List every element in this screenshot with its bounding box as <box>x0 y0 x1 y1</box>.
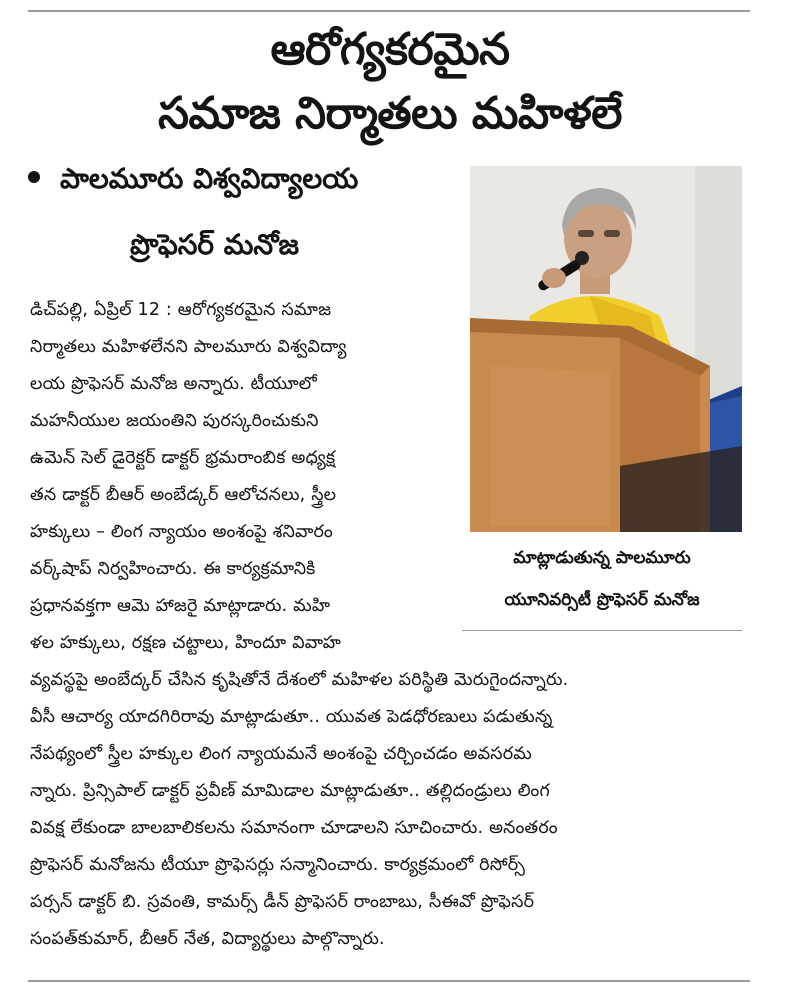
top-rule <box>28 10 750 12</box>
headline-line-2: సమాజ నిర్మాతలు మహిళలే <box>158 88 622 139</box>
body-line: సంపత్‌కుమార్, బీఆర్ నేత, విద్యార్థులు పాల్గొన్నారు. <box>30 929 385 949</box>
body-line: వర్క్‌షాప్ నిర్వహించారు. ఈ కార్యక్రమానికి <box>30 559 316 579</box>
bottom-rule <box>28 980 750 982</box>
subhead-line-1 <box>28 162 458 202</box>
caption-rule <box>462 630 742 631</box>
body-line: నేపథ్యంలో స్త్రీల హక్కుల లింగ న్యాయమనే అంశంపై చర్చించడం అవసరమ <box>30 744 533 764</box>
photo-caption-line-1: మాట్లాడుతున్న పాలమూరు <box>513 548 691 568</box>
body-line: న్నారు. ప్రిన్సిపాల్ డాక్టర్ ప్రవీణ్ మామిడాల మాట్లాడుతూ.. తల్లిదండ్రులు లింగ <box>30 781 550 801</box>
headline-line-1: ఆరోగ్యకరమైన <box>270 24 510 75</box>
body-line: డిచ్‌పల్లి, ఏప్రిల్ 12 : ఆరోగ్యకరమైన సమాజ <box>30 300 332 320</box>
body-line: ప్రొఫెసర్ మనోజను టీయూ ప్రొఫెసర్లు సన్మానించారు. కార్యక్రమంలో రిసోర్స్ <box>30 855 526 875</box>
body-line: వ్యవస్థపై అంబేద్కర్ చేసిన కృషితోనే దేశంలో మహిళల పరిస్థితి మెరుగైందన్నారు. <box>30 670 569 690</box>
body-line: వీసీ ఆచార్య యాదగిరిరావు మాట్లాడుతూ.. యువత పెడధోరణులు పడుతున్న <box>30 707 553 727</box>
body-line: హక్కులు – లింగ న్యాయం అంశంపై శనివారం <box>30 522 333 542</box>
bullet-icon <box>28 171 40 183</box>
body-line: మహనీయుల జయంతిని పురస్కరించుకుని <box>30 411 319 431</box>
body-line: ళల హక్కులు, రక్షణ చట్టాలు, హిందూ వివాహ <box>30 633 341 653</box>
headline <box>60 18 720 146</box>
subhead-text-1: పాలమూరు విశ్వవిద్యాలయ <box>60 162 359 195</box>
body-line: నిర్మాతలు మహిళలేనని పాలమూరు విశ్వవిద్యా <box>30 337 347 357</box>
body-line: ప్రధానవక్తగా ఆమె హాజరై మాట్లాడారు. మహి <box>30 596 331 616</box>
body-line: పర్సన్ డాక్టర్ బి. స్రవంతి, కామర్స్ డీన్ ప్రొఫెసర్ రాంబాబు, సీఈవో ప్రొఫెసర్ <box>30 892 535 912</box>
body-line: తన డాక్టర్ బీఆర్ అంబేడ్కర్ ఆలోచనలు, స్త్రీల <box>30 485 337 505</box>
body-line: ఉమెన్ సెల్ డైరెక్టర్ డాక్టర్ భ్రమరాంబిక అధ్యక్ష <box>30 448 336 468</box>
speaker-photo-illustration <box>470 166 742 532</box>
body-line: లయ ప్రొఫెసర్ మనోజ అన్నారు. టీయూలో <box>30 374 317 394</box>
speaker-photo <box>470 166 742 532</box>
body-line: వివక్ష లేకుండా బాలబాలికలను సమానంగా చూడాలని సూచించారు. అనంతరం <box>30 818 558 838</box>
photo-caption-line-2: యూనివర్సిటీ ప్రొఫెసర్ మనోజ <box>504 590 700 610</box>
subhead-line-2: ప్రొఫెసర్ మనోజ <box>130 228 299 261</box>
